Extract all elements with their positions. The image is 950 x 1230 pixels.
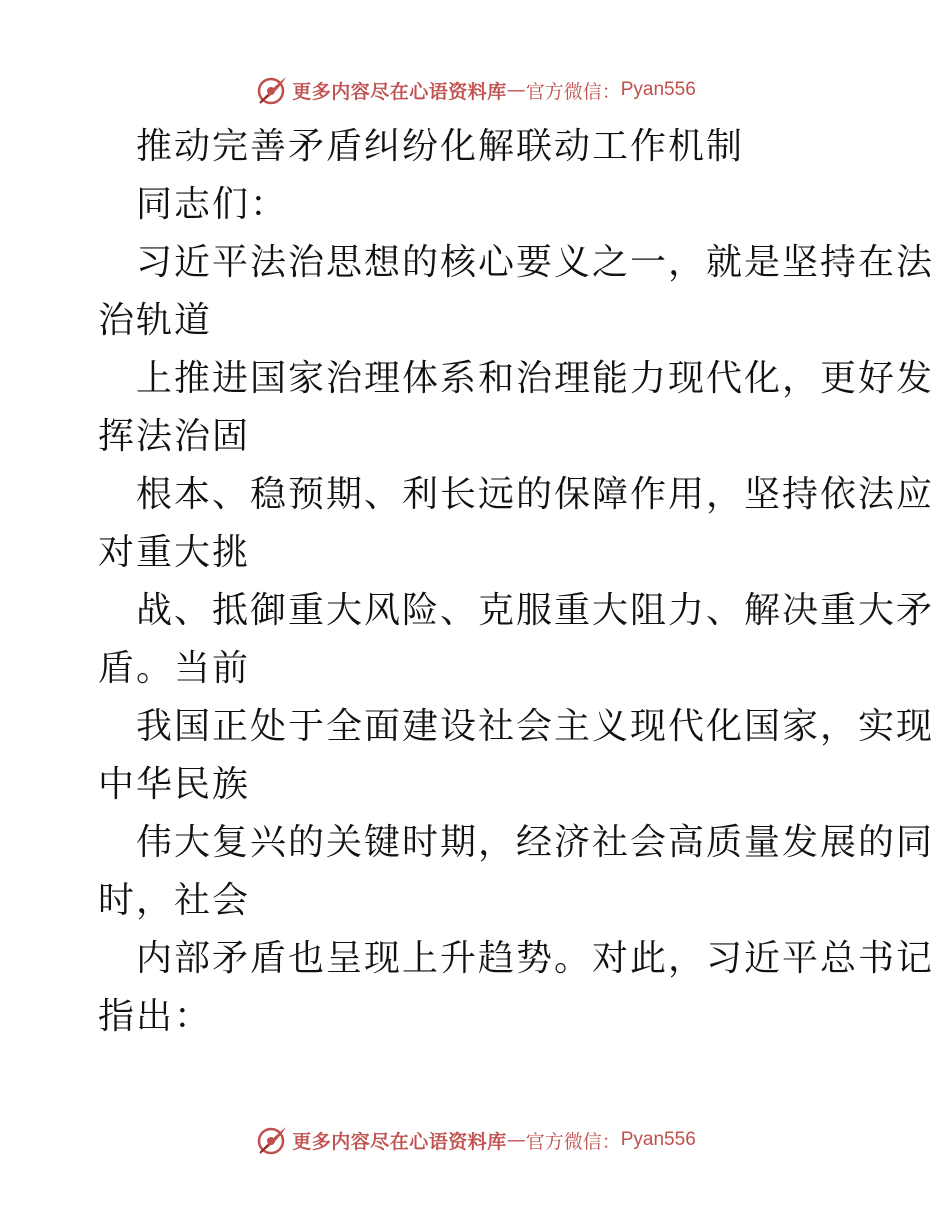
watermark-wechat-label: 官方微信： [525, 80, 621, 103]
text-line: 上推进国家治理体系和治理能力现代化，更好发 [136, 358, 935, 399]
text-line: 战、抵御重大风险、克服重大阻力、解决重大矛 [136, 590, 935, 631]
text-line: 习近平法治思想的核心要义之一，就是坚持在法 [136, 242, 935, 283]
document-body [98, 118, 935, 1046]
watermark-wechat-id: Pyan556 [620, 79, 696, 100]
header-watermark [0, 70, 950, 110]
watermark-text: 更多内容尽在心语资料库 [292, 1130, 507, 1153]
footer-watermark [0, 1120, 950, 1160]
text-line: 盾。当前 [98, 648, 251, 689]
text-line: 中华民族 [98, 764, 251, 805]
text-line: 我国正处于全面建设社会主义现代化国家，实现 [136, 706, 935, 747]
text-line: 挥法治固 [98, 416, 251, 457]
watermark-text: 更多内容尽在心语资料库 [292, 80, 507, 103]
text-line: 根本、稳预期、利长远的保障作用，坚持依法应 [136, 474, 935, 515]
text-line: 时，社会 [98, 880, 251, 921]
feather-pen-logo-icon [254, 73, 288, 107]
watermark-wechat-id: Pyan556 [620, 1129, 696, 1150]
feather-pen-logo-icon [254, 1123, 288, 1157]
watermark-separator: — [506, 79, 526, 101]
watermark-wechat-label: 官方微信： [525, 1130, 621, 1153]
text-line: 对重大挑 [98, 532, 251, 573]
text-line: 伟大复兴的关键时期，经济社会高质量发展的同 [136, 822, 935, 863]
text-line: 同志们： [136, 184, 289, 225]
text-line: 内部矛盾也呈现上升趋势。对此，习近平总书记 [136, 938, 935, 979]
text-line: 治轨道 [98, 300, 213, 341]
watermark-separator: — [506, 1129, 526, 1151]
document-title: 推动完善矛盾纠纷化解联动工作机制 [136, 126, 745, 167]
text-line: 指出： [98, 996, 213, 1037]
